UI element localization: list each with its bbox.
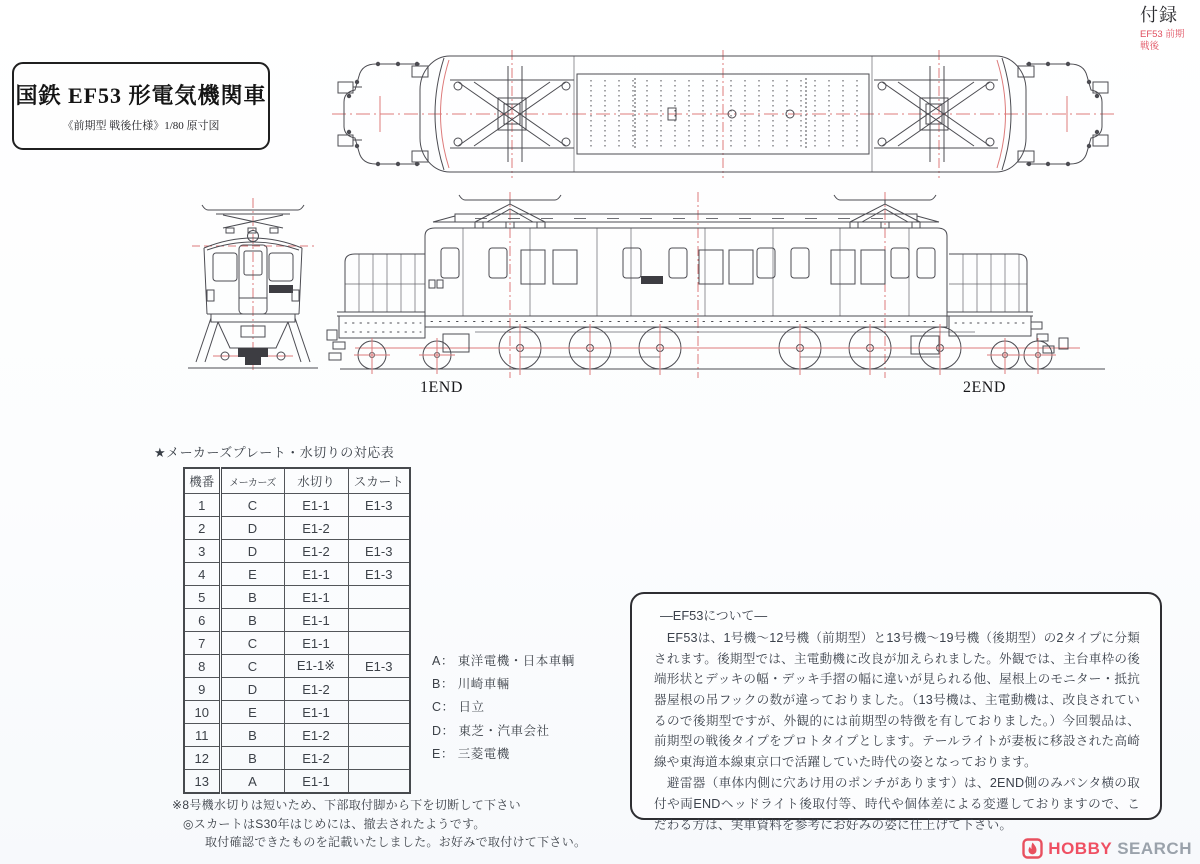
- table-cell: 11: [184, 724, 220, 747]
- appendix-red-note: [1140, 29, 1196, 54]
- appendix-red-line1: EF53 前期: [1140, 28, 1185, 40]
- table-cell: [348, 517, 410, 540]
- appendix-tag: [1140, 6, 1196, 53]
- table-row: [184, 586, 410, 609]
- table-cell: 1: [184, 494, 220, 517]
- table-cell: E1-1: [284, 563, 348, 586]
- table-cell: 4: [184, 563, 220, 586]
- table-cell: B: [220, 724, 284, 747]
- side-view-drawing: [325, 192, 1115, 380]
- table-row: [184, 747, 410, 770]
- table-cell: D: [220, 517, 284, 540]
- legend-item: B： 川崎車輛: [432, 677, 510, 692]
- table-cell: C: [220, 655, 284, 678]
- title-box: [12, 62, 270, 150]
- table-cell: E1-1: [284, 701, 348, 724]
- legend-item: C： 日立: [432, 700, 485, 715]
- legend-item: D： 東芝・汽車会社: [432, 723, 550, 738]
- table-cell: 12: [184, 747, 220, 770]
- table-cell: [348, 701, 410, 724]
- table-cell: E1-3: [348, 540, 410, 563]
- table-cell: C: [220, 632, 284, 655]
- maker-legend: [432, 650, 575, 766]
- table-cell: [348, 632, 410, 655]
- table-cell: 5: [184, 586, 220, 609]
- table-cell: [348, 678, 410, 701]
- column-header: メーカーズ: [220, 468, 284, 494]
- column-header: 水切り: [284, 468, 348, 494]
- logo-hobby-text: HOBBY: [1048, 838, 1113, 858]
- about-paragraphs: [654, 628, 1140, 835]
- table-cell: [348, 724, 410, 747]
- about-paragraph: EF53は、1号機～12号機（前期型）と13号機～19号機（後期型）の2タイプに分類されます。後期型では、主電動機に改良が加えられました。外観では、主台車枠の後端形状とデッキの幅・デッキ手摺の幅に違いが見られる他、屋根上のモニター・抵抗器屋根の吊フックの数が違っておりました。（13号機は、主電動機は、改良されているので後期型ですが、外観的には前期型の特徴を有しておりました。）今回製品は、前期型の戦後タイプをプロトタイプとします。テールライトが妻板に移設された高崎線や東海道本線東京口で活躍していた時代の姿となっております。: [654, 631, 1140, 769]
- table-cell: E1-1: [284, 494, 348, 517]
- page-subtitle: 《前期型 戦後仕様》1/80 原寸図: [62, 120, 220, 132]
- table-row: [184, 609, 410, 632]
- table-footnotes: [172, 796, 586, 852]
- about-box: [630, 592, 1162, 832]
- table-cell: 10: [184, 701, 220, 724]
- table-cell: E1-2: [284, 678, 348, 701]
- table-cell: B: [220, 747, 284, 770]
- table-cell: 8: [184, 655, 220, 678]
- table-cell: B: [220, 609, 284, 632]
- table-cell: 13: [184, 770, 220, 794]
- maker-table: [183, 467, 411, 794]
- footnote: 取付確認できたものを記載いたしました。お好みで取付けて下さい。: [205, 835, 587, 849]
- table-cell: E1-2: [284, 517, 348, 540]
- table-cell: E: [220, 563, 284, 586]
- column-header: 機番: [184, 468, 220, 494]
- logo-search-text: SEARCH: [1117, 838, 1192, 858]
- about-paragraph: 避雷器（車体内側に穴あけ用のポンチがあります）は、2END側のみパンタ横の取付や両ENDヘッドライト後取付等、時代や個体差による変遷しておりますので、こだわる方は、実車資料を参考にお好みの姿に仕上げて下さい。: [654, 776, 1140, 832]
- footnote: ◎スカートはS30年はじめには、撤去されたようです。: [183, 816, 486, 831]
- legend-item: A： 東洋電機・日本車輌: [432, 654, 575, 668]
- table-cell: E1-2: [284, 540, 348, 563]
- about-title: —EF53について—: [660, 608, 768, 623]
- table-row: [184, 724, 410, 747]
- table-cell: E1-2: [284, 724, 348, 747]
- table-cell: [348, 609, 410, 632]
- appendix-label: 付録: [1140, 5, 1178, 25]
- table-cell: 7: [184, 632, 220, 655]
- table-row: [184, 540, 410, 563]
- table-cell: E1-1: [284, 609, 348, 632]
- table-row: [184, 701, 410, 724]
- appendix-red-line2: 戦後: [1140, 41, 1160, 53]
- table-cell: E1-1: [284, 770, 348, 794]
- table-cell: C: [220, 494, 284, 517]
- table-cell: E1-3: [348, 494, 410, 517]
- table-title: ★メーカーズプレート・水切りの対応表: [154, 445, 395, 460]
- column-header: スカート: [348, 468, 410, 494]
- table-cell: E1-1: [284, 586, 348, 609]
- table-cell: E1-3: [348, 655, 410, 678]
- top-view-drawing: [332, 50, 1114, 178]
- table-cell: E1-1: [284, 632, 348, 655]
- table-cell: 2: [184, 517, 220, 540]
- table-cell: 6: [184, 609, 220, 632]
- table-cell: D: [220, 678, 284, 701]
- table-row: [184, 770, 410, 794]
- front-view-drawing: [178, 198, 328, 374]
- flame-icon: [1022, 838, 1043, 859]
- legend-item: E： 三菱電機: [432, 746, 510, 761]
- table-cell: E: [220, 701, 284, 724]
- table-cell: E1-1※: [284, 655, 348, 678]
- table-cell: [348, 747, 410, 770]
- table-cell: 9: [184, 678, 220, 701]
- table-cell: 3: [184, 540, 220, 563]
- end1-label: 1END: [420, 379, 463, 396]
- table-cell: [348, 770, 410, 794]
- hobby-search-logo: [1022, 838, 1192, 859]
- table-row: [184, 494, 410, 517]
- table-cell: B: [220, 586, 284, 609]
- table-row: [184, 517, 410, 540]
- table-cell: D: [220, 540, 284, 563]
- table-cell: [348, 586, 410, 609]
- table-row: [184, 678, 410, 701]
- end2-label: 2END: [963, 379, 1006, 396]
- footnote: ※8号機水切りは短いため、下部取付脚から下を切断して下さい: [172, 798, 521, 812]
- table-cell: E1-3: [348, 563, 410, 586]
- table-row: [184, 655, 410, 678]
- page-title: 国鉄 EF53 形電気機関車: [15, 83, 267, 108]
- table-cell: A: [220, 770, 284, 794]
- table-row: [184, 563, 410, 586]
- table-cell: E1-2: [284, 747, 348, 770]
- table-row: [184, 632, 410, 655]
